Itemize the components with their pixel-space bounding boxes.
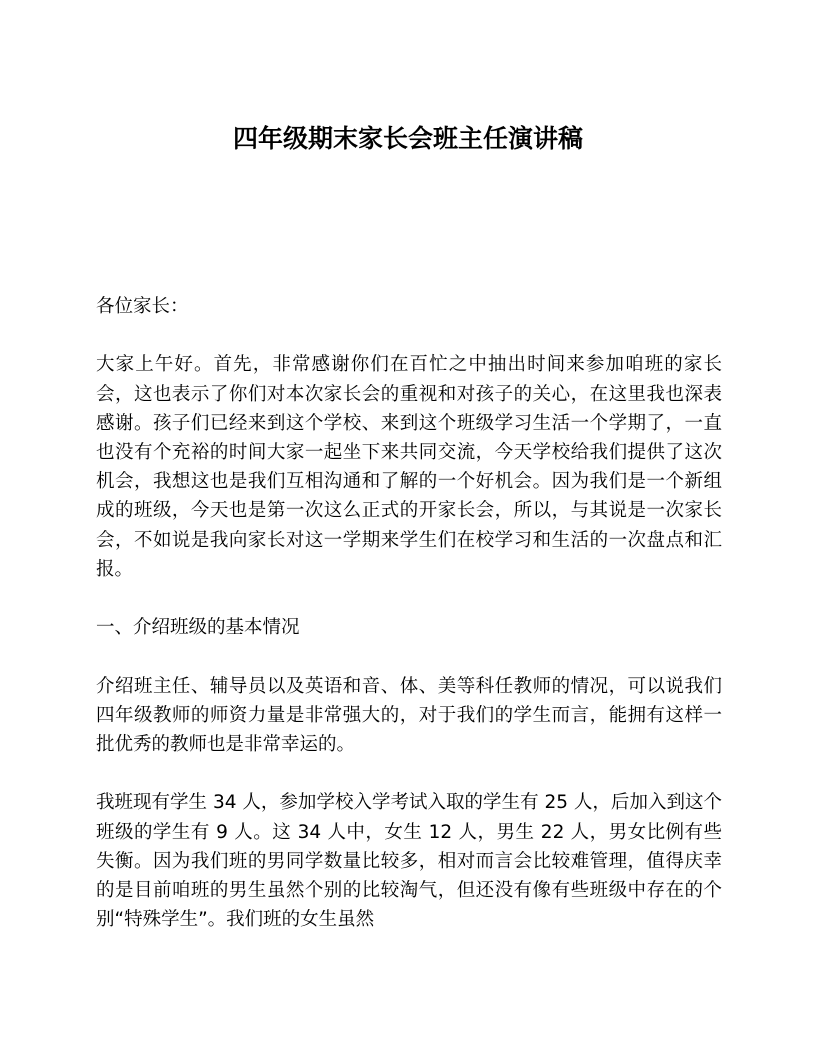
paragraph-teachers: 介绍班主任、辅导员以及英语和音、体、美等科任教师的情况，可以说我们四年级教师的师资力量是非常强大的，对于我们的学生而言，能拥有这样一批优秀的教师也是非常幸运的。 xyxy=(96,675,722,755)
section-heading: 一、介绍班级的基本情况 xyxy=(96,617,300,639)
paragraph-students: 我班现有学生 34 人，参加学校入学考试入取的学生有 25 人，后加入到这个班级的学生有 9 人。这 34 人中，女生 12 人，男生 22 人，男女比例有些失衡。因为我们班的男同学数量比较多，相对而言会比较难管理，值得庆幸的是目前咱班的男生虽然个别的比较淘气，但还没有像有些班级中存在的个别“特殊学生”。我们班的女生虽然 xyxy=(96,792,722,931)
paragraph-opening: 大家上午好。首先，非常感谢你们在百忙之中抽出时间来参加咱班的家长会，这也表示了你们对本次家长会的重视和对孩子的关心，在这里我也深表感谢。孩子们已经来到这个学校、来到这个班级学习生活一个学期了，一直也没有个充裕的时间大家一起坐下来共同交流，今天学校给我们提供了这次机会，我想这也是我们互相沟通和了解的一个好机会。因为我们是一个新组成的班级，今天也是第一次这么正式的开家长会，所以，与其说是一次家长会，不如说是我向家长对这一学期来学生们在校学习和生活的一次盘点和汇报。 xyxy=(96,354,722,580)
document-title: 四年级期末家长会班主任演讲稿 xyxy=(232,124,583,153)
salutation: 各位家长： xyxy=(96,296,189,317)
document-body xyxy=(96,292,722,964)
